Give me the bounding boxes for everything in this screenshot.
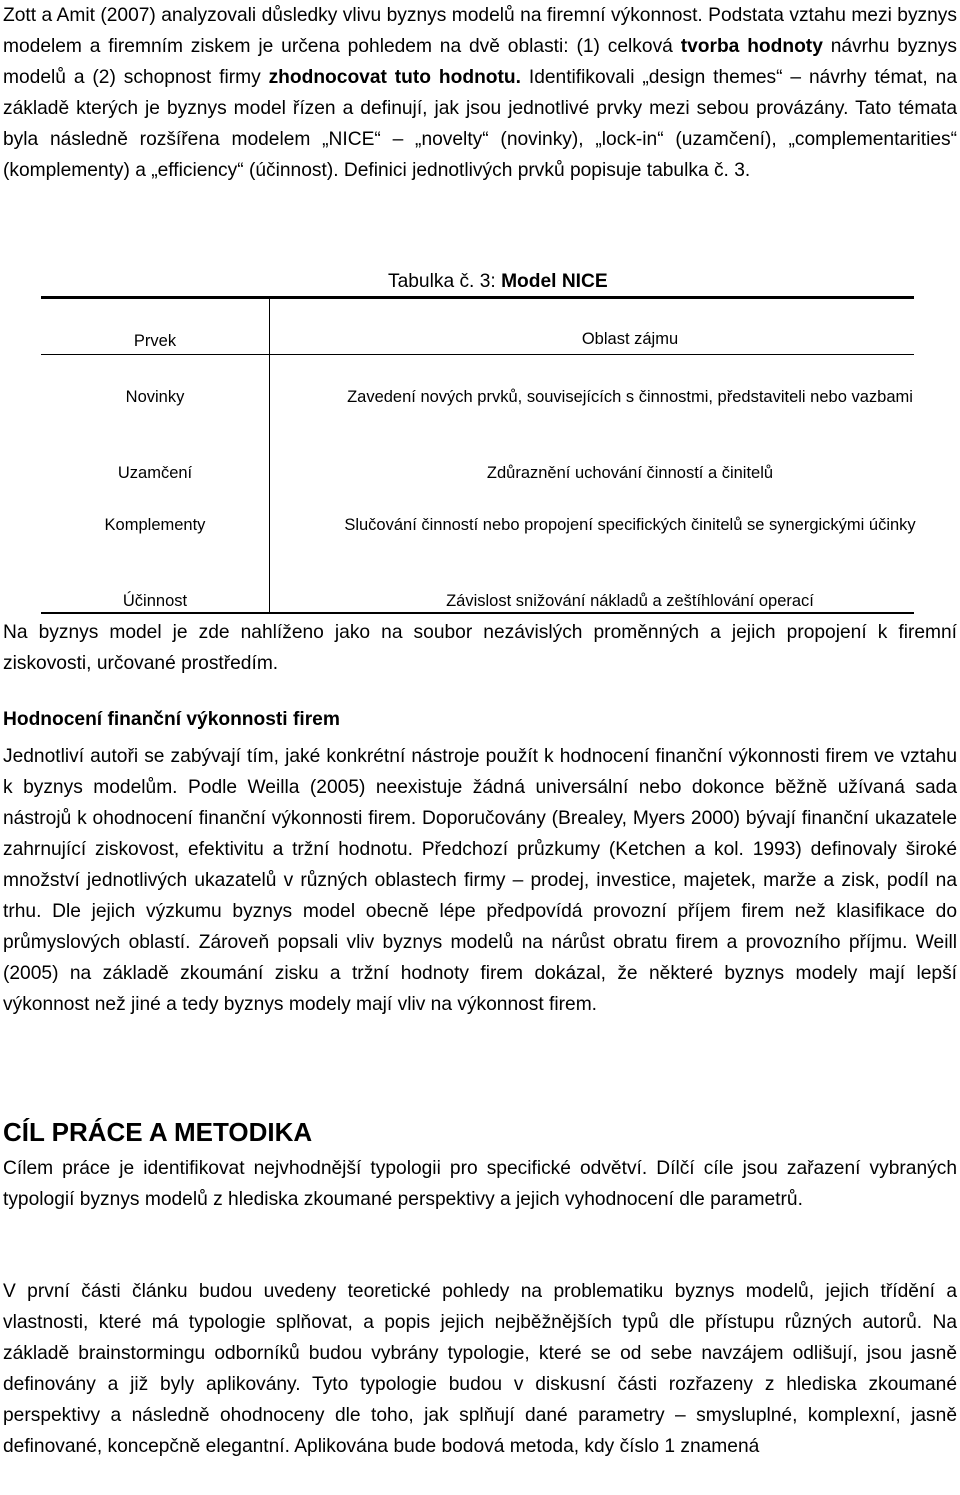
chapter-paragraph-1: Cílem práce je identifikovat nejvhodnější typologii pro specifické odvětví. Dílčí cíle jsou zařazení vybraných typologií byznys modelů z hlediska zkoumané perspektivy a jejich vyhodnocení dle parametrů.	[3, 1158, 957, 1210]
table-row-2-oblast: Zdůraznění uchování činností a činitelů	[486, 464, 774, 482]
table-row-2-prvek: Uzamčení	[117, 464, 193, 482]
after-table-paragraph: Na byznys model je zde nahlíženo jako na soubor nezávislých proměnných a jejich propojení k firemní ziskovosti, určované prostředím.	[3, 622, 957, 674]
intro-text-3: Identifikovali „design themes“ – návrhy témat, na základě kterých je byznys model řízen a definují, jak jsou jednotlivé prvky mezi sebou provázány. Tato témata byla následně rozšířena modelem „NICE“ – „novelty“ (novinky), „lock-in“ (uzamčení), „complementarities“ (komplementy) a „efficiency“ (účinnost). Definici jednotlivých prvků popisuje tabulka č. 3.	[3, 67, 957, 181]
intro-text-1: Zott a Amit (2007) analyzovali důsledky vlivu byznys modelů na firemní výkonnost. Podstata vztahu mezi byznys modelem a firemním ziskem je určena pohledem na dvě oblasti: (1) celková	[3, 5, 957, 57]
caption-title: Model NICE	[501, 271, 608, 292]
section-heading: Hodnocení finanční výkonnosti firem	[3, 709, 340, 730]
table-column-divider	[269, 299, 270, 612]
table-row-3-prvek: Komplementy	[104, 516, 206, 534]
intro-bold-value-capture: zhodnocovat tuto hodnotu.	[268, 67, 521, 88]
table-row-3-oblast: Slučování činností nebo propojení specifických činitelů se synergickými účinky	[344, 516, 916, 534]
table-header-rule	[41, 354, 914, 355]
intro-paragraph	[3, 0, 957, 186]
chapter-paragraph-2: V první části článku budou uvedeny teoretické pohledy na problematiku byznys modelů, jejich třídění a vlastnosti, které má typologie splňovat, a popis jejich nejběžnějších typů dle přístupu různých autorů. Na základě brainstormingu odborníků budou vybrány typologie, které se od sebe navzájem odlišují, jsou jasně definovány a již byly aplikovány. Tyto typologie budou v diskusní části rozřazeny z hlediska zkoumané perspektivy a následně ohodnoceny dle toho, jak splňují dané parametry – smysluplné, komplexní, jasně definované, koncepčně elegantní. Aplikována bude bodová metoda, kdy číslo 1 znamená	[3, 1281, 957, 1457]
table-header-prvek: Prvek	[133, 332, 177, 350]
chapter-heading: CÍL PRÁCE A METODIKA	[3, 1117, 313, 1147]
table-row-1-oblast: Zavedení nových prvků, souvisejících s činnostmi, představiteli nebo vazbami	[347, 388, 913, 406]
table-row-4-oblast: Závislost snižování nákladů a zeštíhlování operací	[446, 592, 814, 610]
table-top-rule	[41, 296, 914, 299]
section-paragraph: Jednotliví autoři se zabývají tím, jaké konkrétní nástroje použít k hodnocení finanční výkonnosti firem ve vztahu k byznys modelům. Podle Weilla (2005) neexistuje žádná universální nebo dokonce běžně užívaná sada nástrojů k ohodnocení finanční výkonnosti firem. Doporučovány (Brealey, Myers 2000) bývají finanční ukazatele zahrnující ziskovost, efektivitu a tržní hodnotu. Předchozí průzkumy (Ketchen a kol. 1993) definovaly široké množství jednotlivých ukazatelů v různých oblastech firmy – prodej, investice, majetek, marže a zisk, podíl na trhu. Dle jejich výzkumu byznys model obecně lépe předpovídá provozní příjem firem než klasifikace do průmyslových oblastí. Zároveň popsali vliv byznys modelů na nárůst obratu firem a provozního příjmu. Weill (2005) na základě zkoumání zisku a tržní hodnoty firem dokázal, že některé byznys modely mají lepší výkonnost než jiné a tedy byznys modely mají vliv na výkonnost firem.	[3, 746, 957, 1015]
caption-prefix: Tabulka č. 3:	[388, 271, 502, 292]
table-caption	[388, 268, 608, 296]
table-header-oblast: Oblast zájmu	[581, 330, 679, 348]
table-row-1-prvek: Novinky	[125, 388, 185, 406]
intro-bold-value-creation: tvorba hodnoty	[680, 36, 823, 57]
table-row-4-prvek: Účinnost	[122, 592, 188, 610]
intro-text-2: návrhu byznys modelů a (2) schopnost firmy	[3, 36, 957, 88]
